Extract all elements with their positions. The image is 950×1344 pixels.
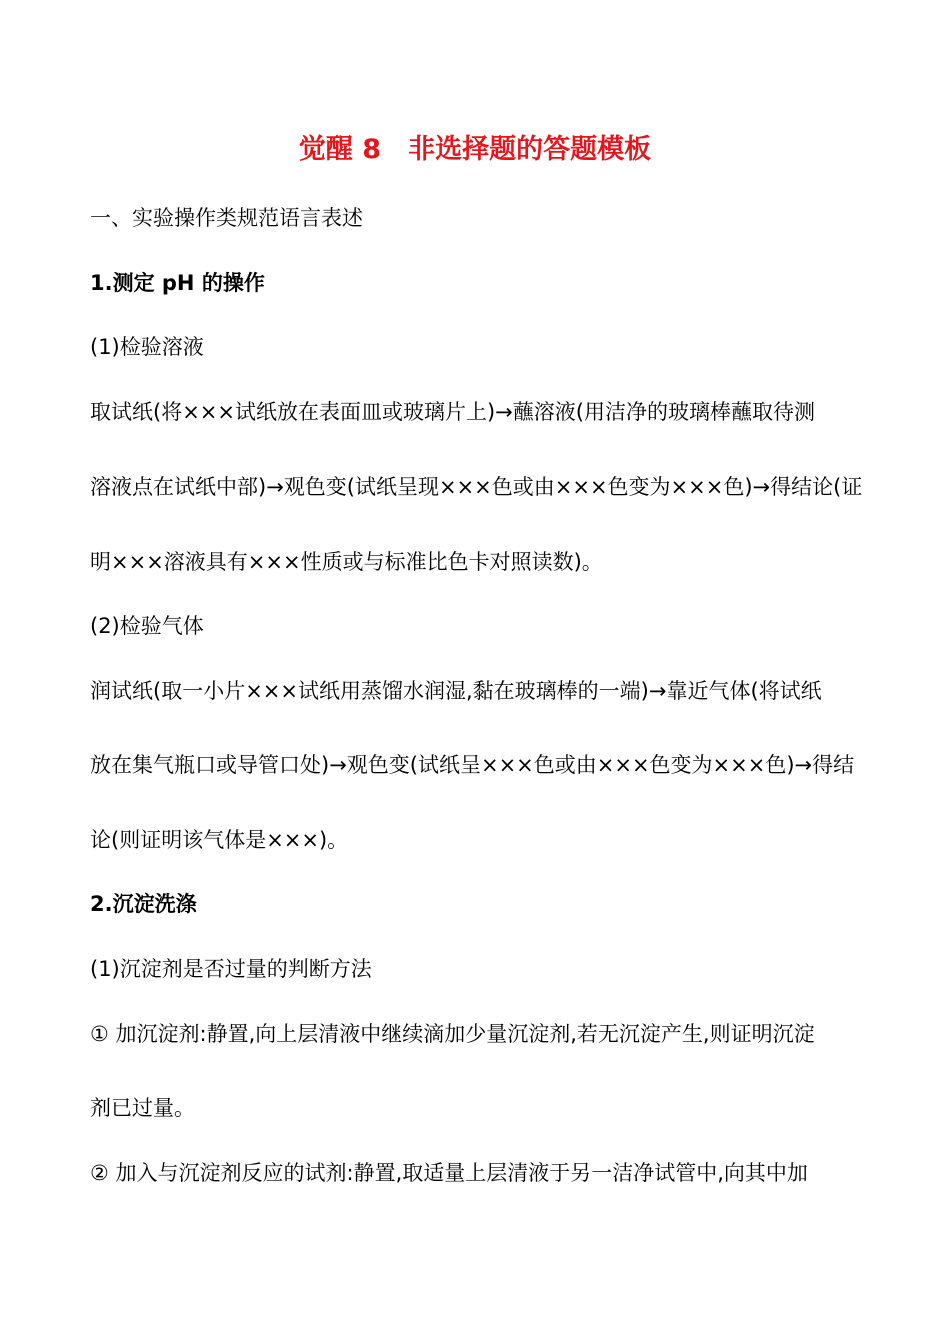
item-label-excess-check: (1)沉淀剂是否过量的判断方法 bbox=[90, 957, 372, 981]
paragraph-line: 放在集气瓶口或导管口处)→观色变(试纸呈×××色或由×××色变为×××色)→得结 bbox=[90, 753, 855, 777]
paragraph-line: 论(则证明该气体是×××)。 bbox=[90, 828, 349, 852]
paragraph-line: 剂已过量。 bbox=[90, 1096, 195, 1120]
section-heading: 一、实验操作类规范语言表述 bbox=[90, 206, 363, 230]
paragraph-line: 明×××溶液具有×××性质或与标准比色卡对照读数)。 bbox=[90, 550, 603, 574]
item-label-test-solution: (1)检验溶液 bbox=[90, 335, 204, 359]
subsection-heading-ph: 1.测定 pH 的操作 bbox=[90, 271, 265, 295]
paragraph-line: 溶液点在试纸中部)→观色变(试纸呈现×××色或由×××色变为×××色)→得结论(证 bbox=[90, 475, 862, 499]
item-label-test-gas: (2)检验气体 bbox=[90, 614, 204, 638]
subsection-heading-washing: 2.沉淀洗涤 bbox=[90, 892, 197, 916]
paragraph-line: ② 加入与沉淀剂反应的试剂:静置,取适量上层清液于另一洁净试管中,向其中加 bbox=[90, 1161, 808, 1185]
paragraph-line: 取试纸(将×××试纸放在表面皿或玻璃片上)→蘸溶液(用洁净的玻璃棒蘸取待测 bbox=[90, 400, 815, 424]
page-title: 觉醒 8 非选择题的答题模板 bbox=[298, 134, 652, 165]
paragraph-line: ① 加沉淀剂:静置,向上层清液中继续滴加少量沉淀剂,若无沉淀产生,则证明沉淀 bbox=[90, 1022, 815, 1046]
paragraph-line: 润试纸(取一小片×××试纸用蒸馏水润湿,黏在玻璃棒的一端)→靠近气体(将试纸 bbox=[90, 679, 822, 703]
